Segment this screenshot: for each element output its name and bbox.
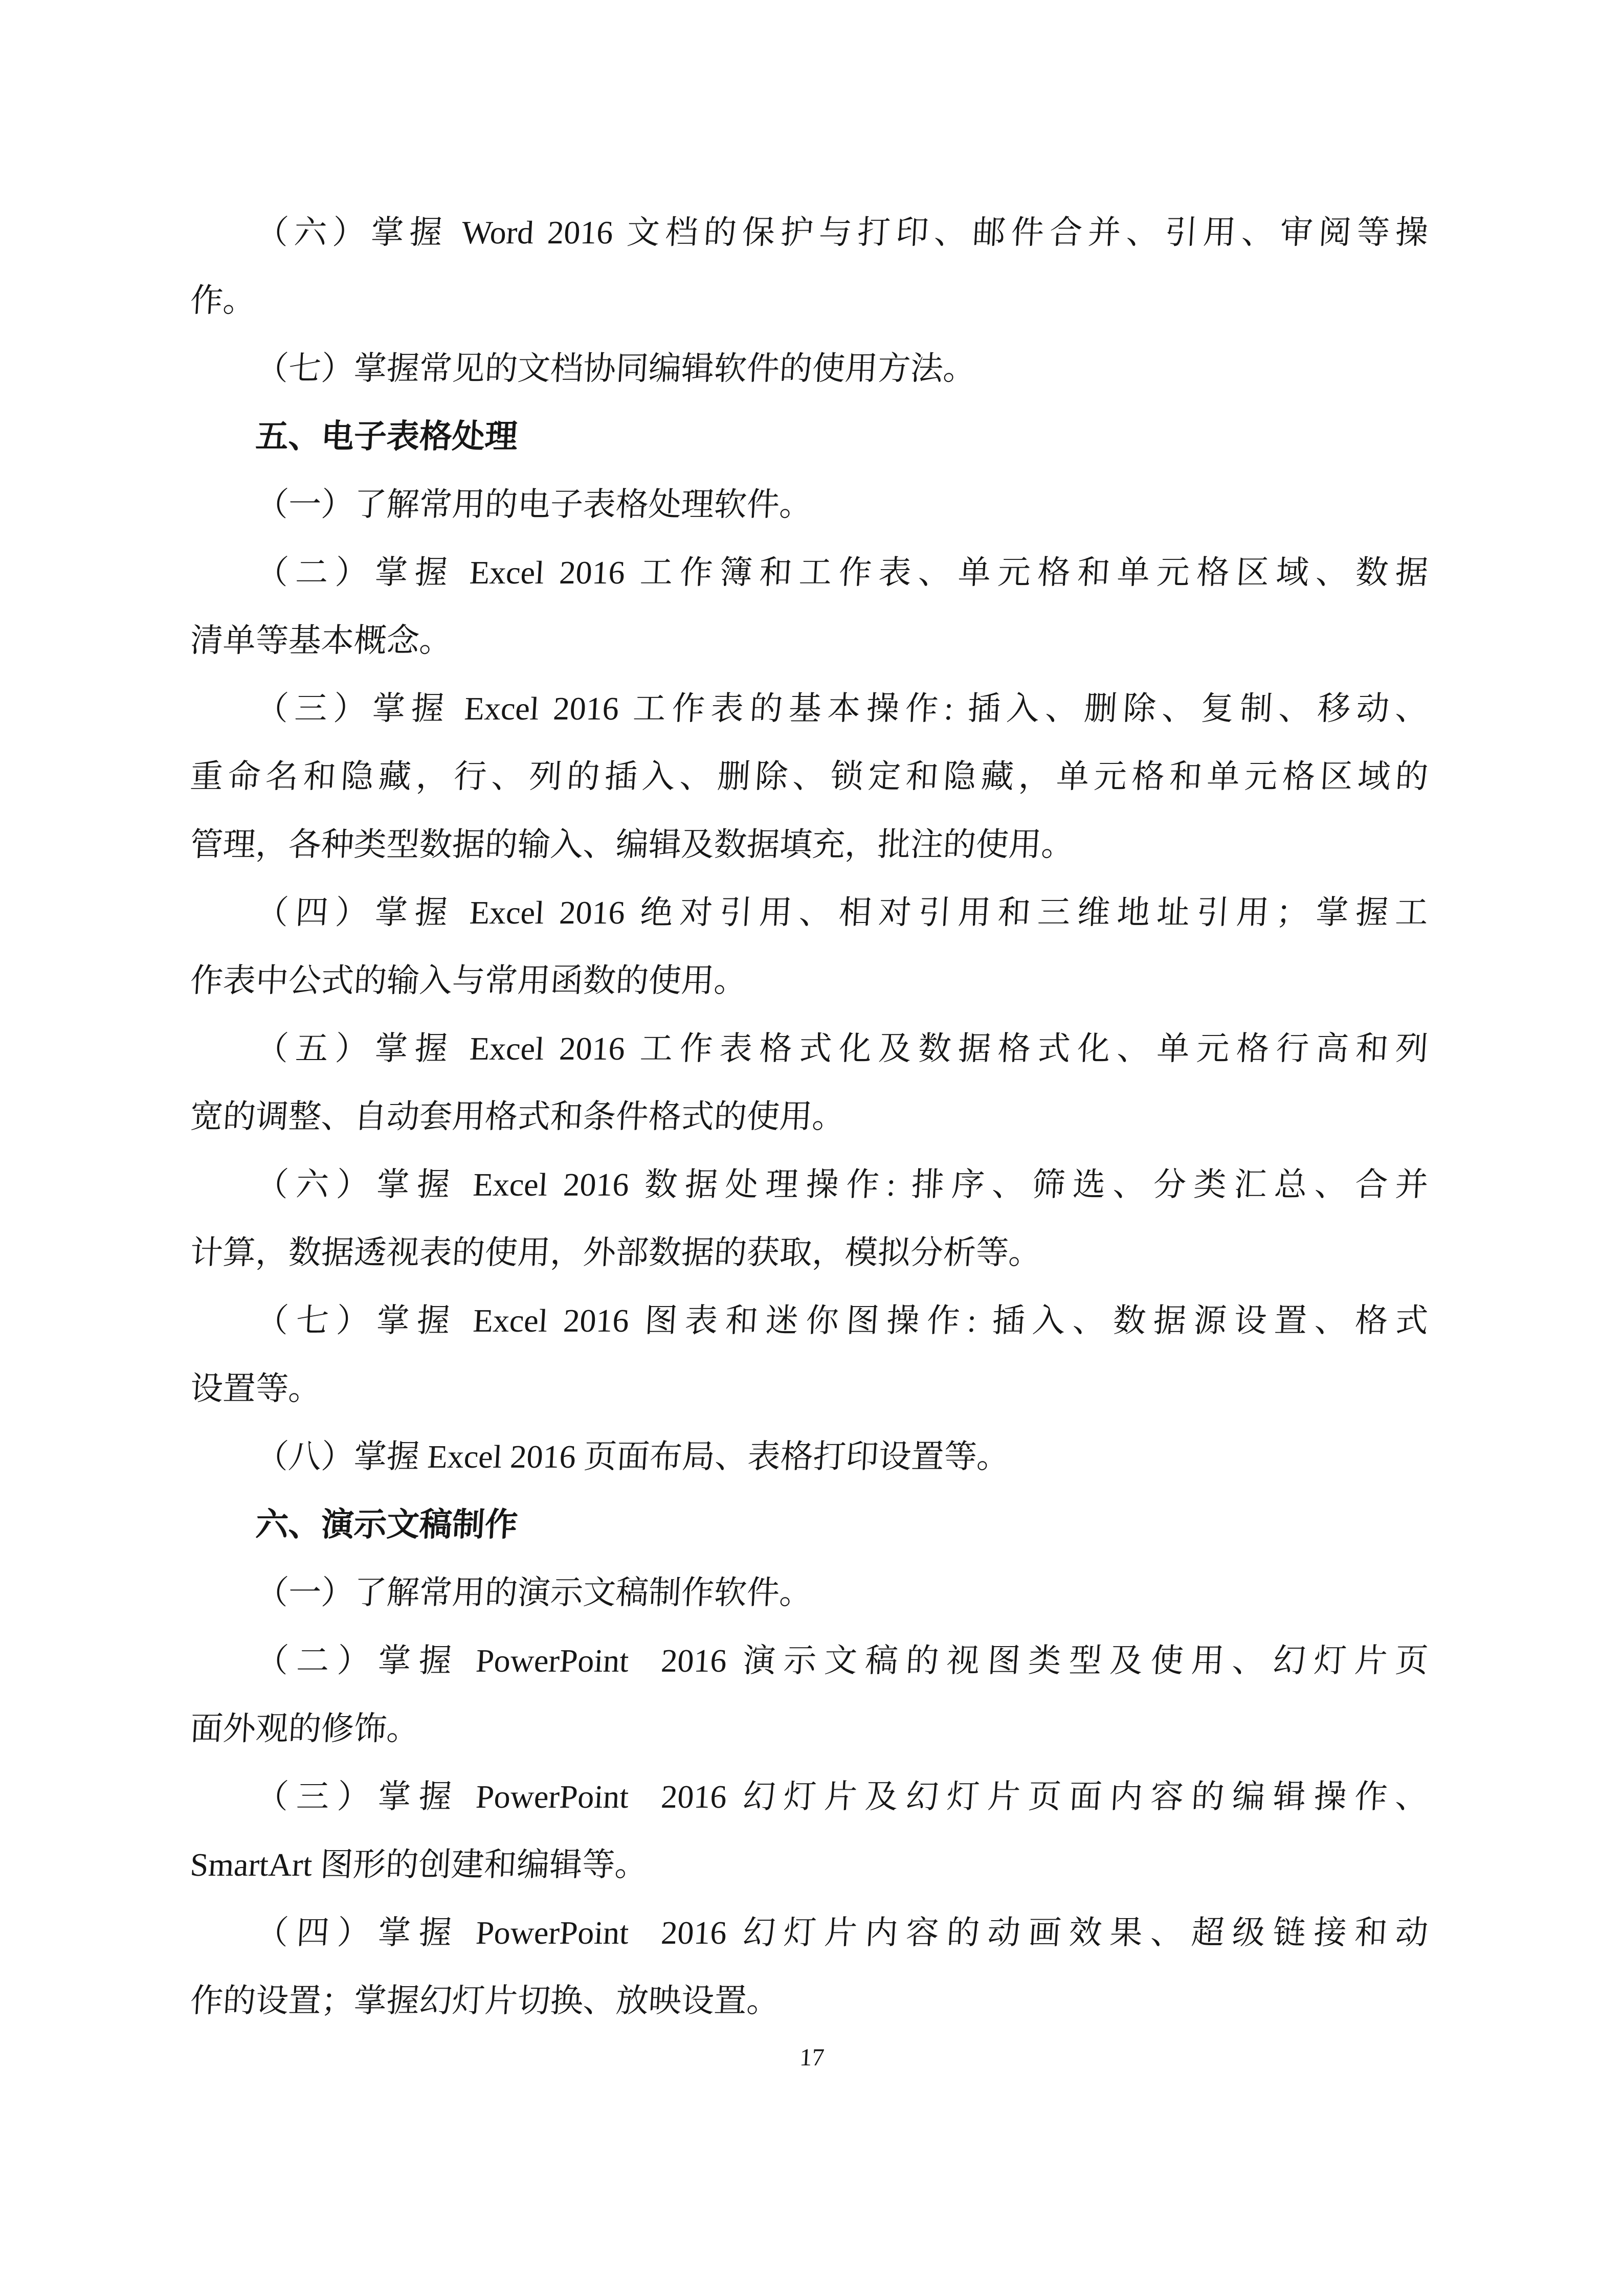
text-line: （八）掌握 Excel 2016 页面布局、表格打印设置等。 <box>255 1438 1011 1475</box>
section-heading: 六、演示文稿制作 <box>255 1506 519 1543</box>
page-number: 17 <box>799 2044 826 2071</box>
text-line: （七）掌握 Excel 2016 图表和迷你图操作: 插入、数据源设置、格式 <box>255 1302 1429 1339</box>
text-line: （一）了解常用的电子表格处理软件。 <box>255 486 813 523</box>
text-line: （二）掌握 PowerPoint 2016 演示文稿的视图类型及使用、幻灯片页 <box>255 1642 1429 1679</box>
text-line: 清单等基本概念。 <box>189 622 453 659</box>
text-line: 面外观的修饰。 <box>189 1710 420 1747</box>
text-line: 作。 <box>189 282 257 319</box>
text-line: 作的设置；掌握幻灯片切换、放映设置。 <box>189 1983 781 2019</box>
text-line: （七）掌握常见的文档协同编辑软件的使用方法。 <box>255 350 977 387</box>
text-line: 重命名和隐藏，行、列的插入、删除、锁定和隐藏，单元格和单元格区域的 <box>189 758 1429 795</box>
section-heading: 五、电子表格处理 <box>255 418 519 455</box>
text-line: （三）掌握 PowerPoint 2016 幻灯片及幻灯片页面内容的编辑操作、 <box>255 1779 1429 1815</box>
text-block <box>190 198 1428 2035</box>
text-line: 作表中公式的输入与常用函数的使用。 <box>189 962 748 999</box>
text-line: SmartArt 图形的创建和编辑等。 <box>189 1847 649 1883</box>
text-line: （一）了解常用的演示文稿制作软件。 <box>255 1574 813 1611</box>
text-line: （六）掌握 Word 2016 文档的保护与打印、邮件合并、引用、审阅等操 <box>255 214 1429 251</box>
text-line: 设置等。 <box>189 1370 322 1407</box>
text-line: （五）掌握 Excel 2016 工作表格式化及数据格式化、单元格行高和列 <box>255 1030 1429 1067</box>
text-line: （六）掌握 Excel 2016 数据处理操作: 排序、筛选、分类汇总、合并 <box>255 1166 1429 1203</box>
text-line: （二）掌握 Excel 2016 工作簿和工作表、单元格和单元格区域、数据 <box>255 554 1429 591</box>
text-line: （三）掌握 Excel 2016 工作表的基本操作: 插入、删除、复制、移动、 <box>255 690 1429 727</box>
text-line: 管理，各种类型数据的输入、编辑及数据填充，批注的使用。 <box>189 826 1075 863</box>
text-line: （四）掌握 Excel 2016 绝对引用、相对引用和三维地址引用；掌握工 <box>255 894 1429 931</box>
text-line: 计算，数据透视表的使用，外部数据的获取，模拟分析等。 <box>189 1234 1042 1271</box>
text-line: （四）掌握 PowerPoint 2016 幻灯片内容的动画效果、超级链接和动 <box>255 1915 1429 1951</box>
text-line: 宽的调整、自动套用格式和条件格式的使用。 <box>189 1098 846 1135</box>
